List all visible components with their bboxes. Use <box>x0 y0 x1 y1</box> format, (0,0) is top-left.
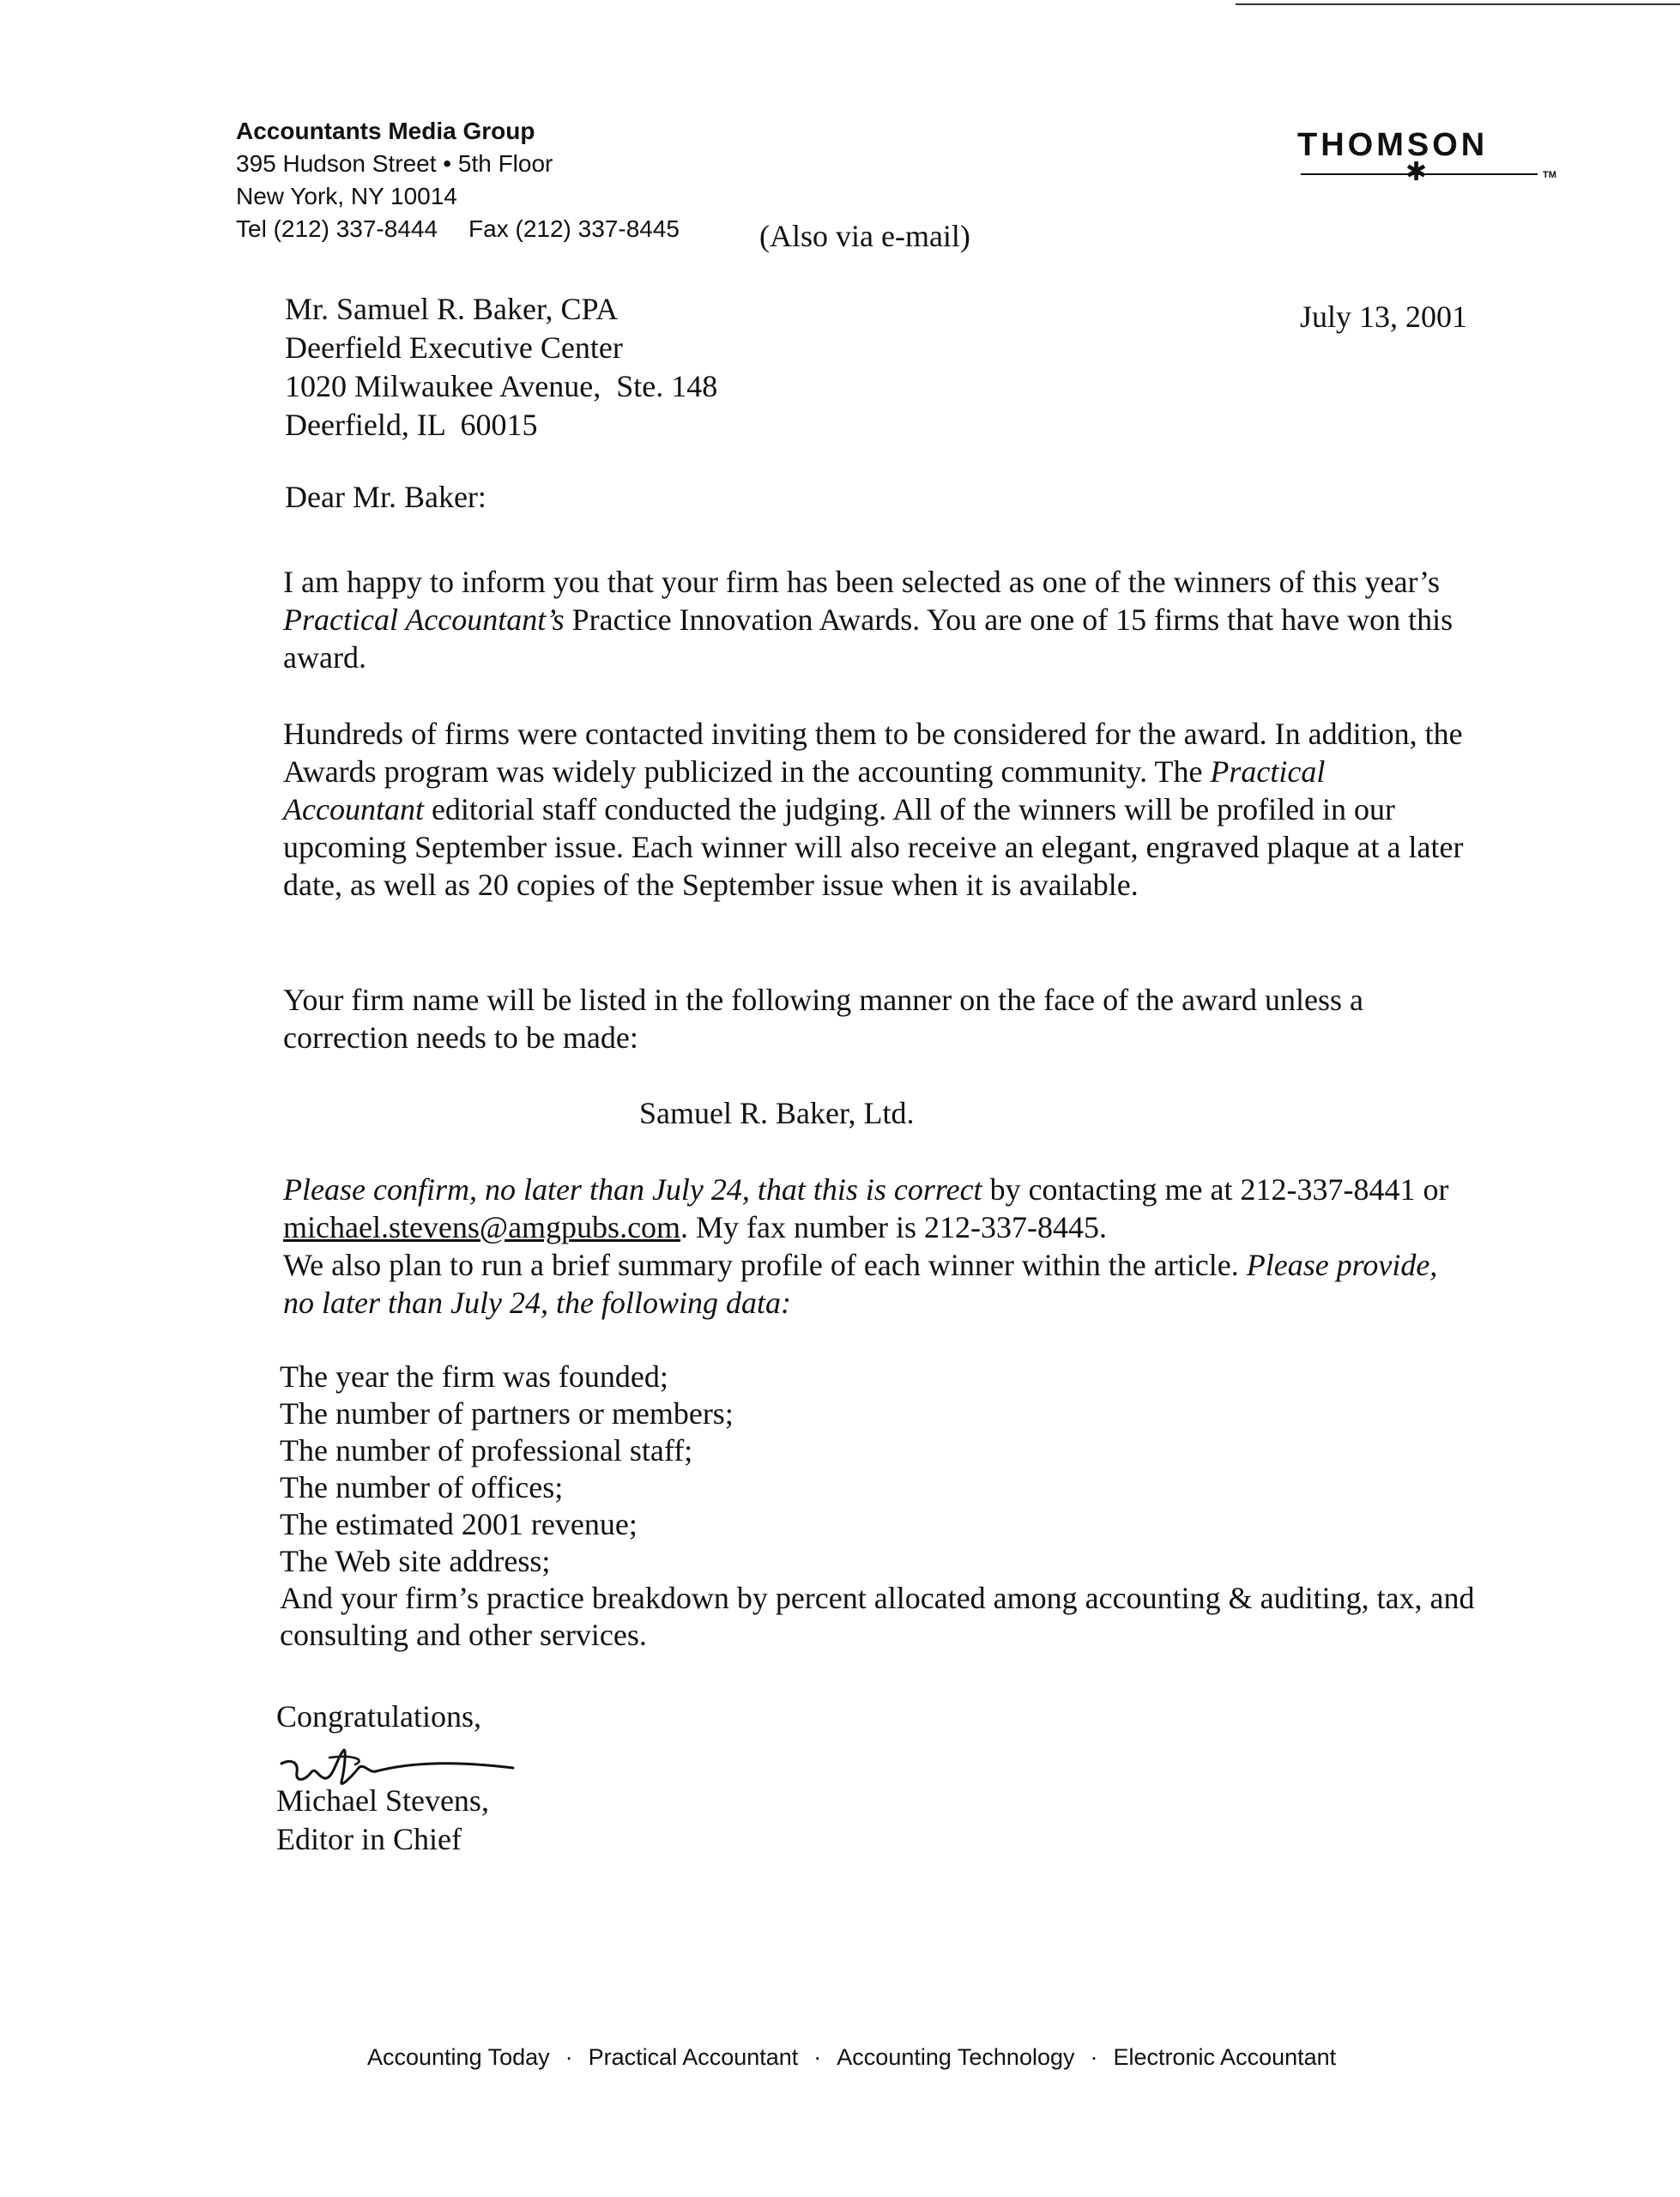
recipient-address <box>285 290 717 445</box>
list-item: The estimated 2001 revenue; <box>280 1507 638 1541</box>
paragraph-3: Your firm name will be listed in the following manner on the face of the award unless a correction needs to be made: <box>283 983 1364 1055</box>
letter-date: July 13, 2001 <box>1300 300 1468 334</box>
footer-separator: · <box>565 2044 573 2070</box>
footer-separator: · <box>813 2044 822 2070</box>
street: 395 Hudson Street <box>236 150 437 177</box>
footer-item: Electronic Accountant <box>1113 2044 1337 2070</box>
fax: Fax (212) 337-8445 <box>468 215 680 242</box>
para1-italic: Practical Accountant’s <box>283 602 565 637</box>
recipient-line-4: Deerfield, IL 60015 <box>285 408 538 442</box>
firm-name: Samuel R. Baker, Ltd. <box>639 1096 915 1130</box>
list-item: The Web site address; <box>280 1544 551 1578</box>
para4-italic: Please confirm, no later than July 24, that this is correct <box>283 1172 982 1207</box>
paragraph-1 <box>283 563 1467 676</box>
list-item: The year the firm was founded; <box>280 1359 668 1394</box>
para2-italic: Practical Accountant <box>283 754 1326 826</box>
para1-text-a: I am happy to inform you that your firm has been selected as one of the winners of this year’s <box>283 565 1440 599</box>
star-icon: ✱ <box>1405 158 1428 186</box>
paragraph-2 <box>283 715 1467 904</box>
org-phone-line <box>236 213 680 245</box>
footer-publications <box>367 2044 1336 2071</box>
para4-text-b: . My fax number is 212-337-8445. <box>680 1210 1107 1244</box>
thomson-logo <box>1297 127 1555 191</box>
recipient-line-2: Deerfield Executive Center <box>285 330 623 365</box>
org-name: Accountants Media Group <box>236 118 535 144</box>
tel: Tel (212) 337-8444 <box>236 215 438 242</box>
para5-text-a: We also plan to run a brief summary profile of each winner within the article. <box>283 1248 1247 1282</box>
signer-name: Michael Stevens, <box>276 1783 489 1818</box>
list-item: The number of partners or members; <box>280 1396 734 1431</box>
footer-separator: · <box>1090 2044 1098 2070</box>
recipient-name: Mr. Samuel R. Baker, CPA <box>285 292 619 326</box>
footer-item: Accounting Technology <box>837 2044 1075 2070</box>
via-note: (Also via e-mail) <box>759 219 970 253</box>
logo-word: THOMSON <box>1297 127 1489 163</box>
para4-text-a: by contacting me at 212-337-8441 or <box>982 1172 1449 1207</box>
salutation: Dear Mr. Baker: <box>285 480 486 514</box>
scan-edge-line <box>1236 3 1680 5</box>
bullet-separator: • <box>443 150 458 177</box>
para5-italic: Please provide, no later than July 24, the following data: <box>283 1248 1438 1320</box>
signer-title: Editor in Chief <box>276 1822 462 1856</box>
paragraph-4 <box>283 1171 1467 1246</box>
para2-text-b: editorial staff conducted the judging. All of the winners will be profiled in our upcoming September issue. Each winner will also receive an elegant, engraved plaque at a later date, as well as 20 copies of the September issue when it is available. <box>283 792 1464 902</box>
signer-block <box>276 1782 489 1859</box>
footer-item: Practical Accountant <box>588 2044 799 2070</box>
para1-text-b: Practice Innovation Awards. You are one of 15 firms that have won this award. <box>283 602 1453 675</box>
list-item: The number of professional staff; <box>280 1433 693 1468</box>
org-street <box>236 148 680 180</box>
data-request-list <box>280 1359 1481 1654</box>
email-link[interactable]: michael.stevens@amgpubs.com <box>283 1210 681 1244</box>
para2-text-a: Hundreds of firms were contacted inviting them to be considered for the award. In addition, the Awards program was widely publicized in the accounting community. The <box>283 717 1463 789</box>
list-item: And your firm’s practice breakdown by percent allocated among accounting & auditing, tax, and consulting and other services. <box>280 1581 1475 1652</box>
paragraph-5 <box>283 1246 1467 1322</box>
trademark-mark: TM <box>1543 170 1556 180</box>
letterhead <box>236 115 680 245</box>
recipient-line-3: 1020 Milwaukee Avenue, Ste. 148 <box>285 369 718 403</box>
list-item: The number of offices; <box>280 1470 564 1504</box>
floor: 5th Floor <box>457 150 553 177</box>
footer-item: Accounting Today <box>367 2044 550 2070</box>
org-city: New York, NY 10014 <box>236 183 457 209</box>
closing: Congratulations, <box>276 1699 481 1734</box>
